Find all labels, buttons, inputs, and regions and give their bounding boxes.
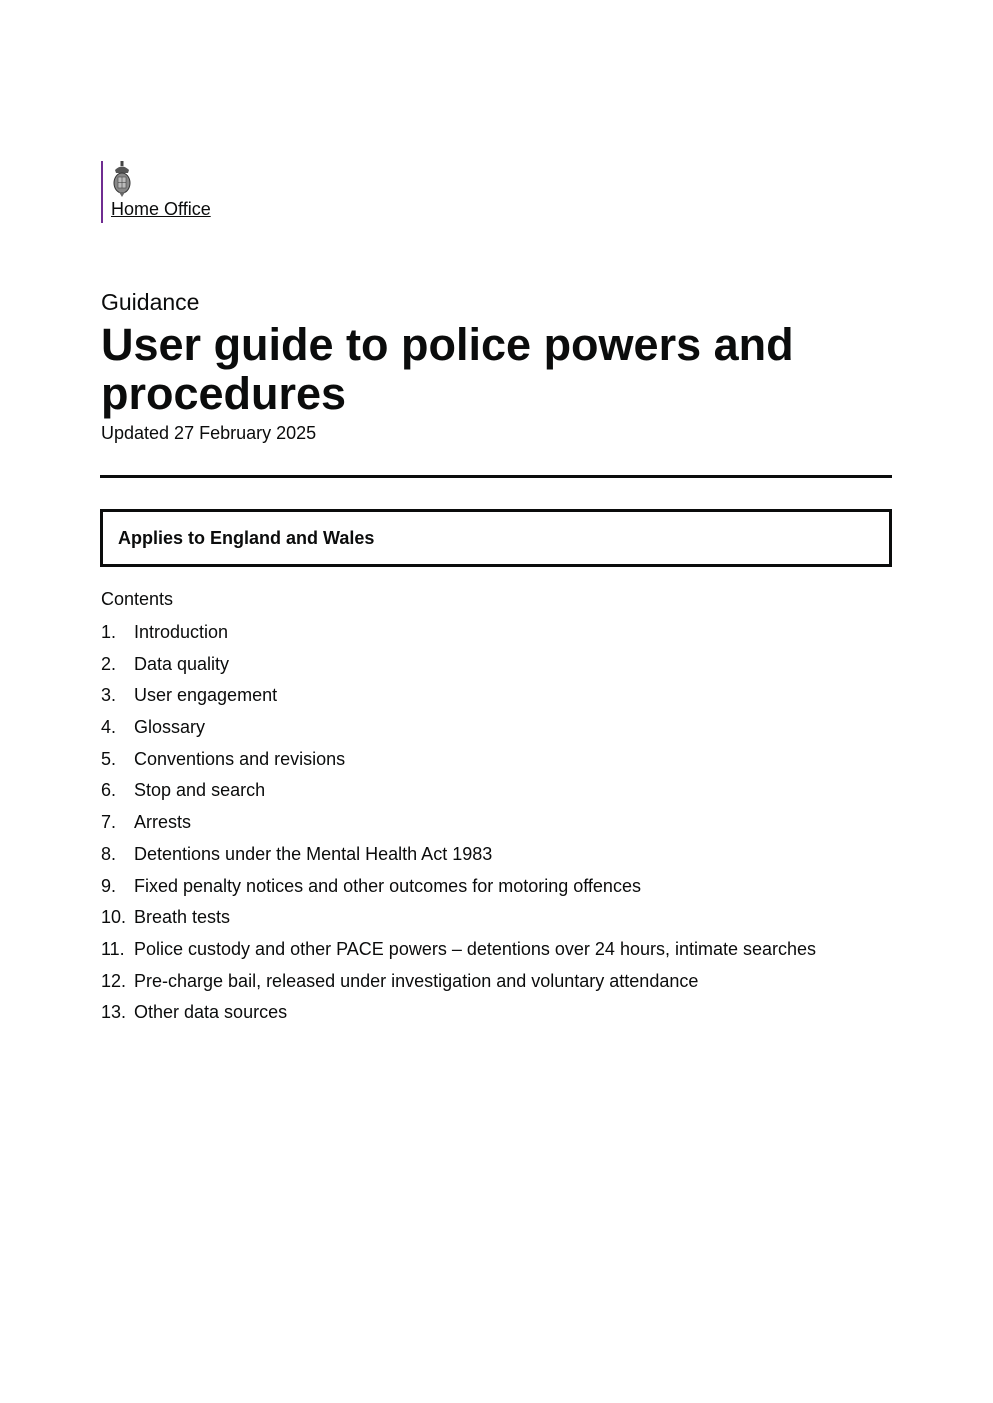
toc-item: [101, 939, 816, 971]
toc-link-other-data-sources[interactable]: Other data sources: [134, 1002, 288, 1023]
toc-link-introduction[interactable]: Introduction: [134, 622, 229, 642]
toc-number: 8.: [101, 843, 117, 864]
toc-link-pre-charge-bail[interactable]: Pre-charge bail, released under investigation and voluntary attendance: [134, 970, 699, 991]
organisation-link[interactable]: Home Office: [111, 199, 211, 219]
organisation-logo: [101, 161, 211, 223]
document-type: Guidance: [101, 289, 200, 315]
toc-number: 4.: [101, 717, 117, 738]
table-of-contents: [101, 622, 816, 1034]
toc-number: 11.: [101, 938, 125, 959]
toc-item: [101, 844, 816, 876]
toc-link-breath-tests[interactable]: Breath tests: [134, 907, 231, 928]
toc-link-police-custody[interactable]: Police custody and other PACE powers – detentions over 24 hours, intimate searches: [134, 938, 817, 959]
toc-item: [101, 654, 816, 686]
toc-item: [101, 749, 816, 781]
toc-link-arrests[interactable]: Arrests: [134, 812, 192, 833]
toc-item: [101, 780, 816, 812]
toc-item: [101, 1002, 816, 1034]
toc-link-mental-health-act[interactable]: Detentions under the Mental Health Act 1983: [134, 843, 493, 864]
toc-link-data-quality[interactable]: Data quality: [134, 653, 230, 674]
toc-link-user-engagement[interactable]: User engagement: [134, 685, 278, 706]
toc-item: [101, 971, 816, 1003]
toc-item: [101, 717, 816, 749]
updated-date: Updated 27 February 2025: [101, 423, 317, 443]
toc-item: [101, 907, 816, 939]
toc-item: [101, 685, 816, 717]
toc-number: 3.: [101, 685, 117, 706]
toc-number: 7.: [101, 812, 117, 833]
toc-number: 6.: [101, 780, 117, 801]
toc-item: [101, 812, 816, 844]
contents-heading: Contents: [101, 589, 174, 609]
royal-crest-icon: [111, 161, 133, 197]
toc-link-conventions[interactable]: Conventions and revisions: [134, 748, 346, 769]
toc-number: 12.: [101, 970, 127, 991]
toc-number: 13.: [101, 1002, 127, 1023]
toc-number: 1.: [101, 622, 117, 642]
toc-item: [101, 876, 816, 908]
toc-number: 10.: [101, 907, 127, 928]
toc-item: [101, 622, 816, 654]
toc-number: 5.: [101, 748, 117, 769]
page-title: User guide to police powers and procedures: [101, 319, 794, 419]
toc-number: 9.: [101, 875, 117, 896]
toc-link-glossary[interactable]: Glossary: [134, 717, 206, 738]
toc-number: 2.: [101, 653, 117, 674]
applies-to-box: [100, 509, 892, 567]
toc-link-stop-and-search[interactable]: Stop and search: [134, 780, 266, 801]
divider: [100, 475, 892, 478]
toc-link-fixed-penalty[interactable]: Fixed penalty notices and other outcomes for motoring offences: [134, 875, 641, 896]
applies-to-text: Applies to England and Wales: [118, 528, 375, 548]
